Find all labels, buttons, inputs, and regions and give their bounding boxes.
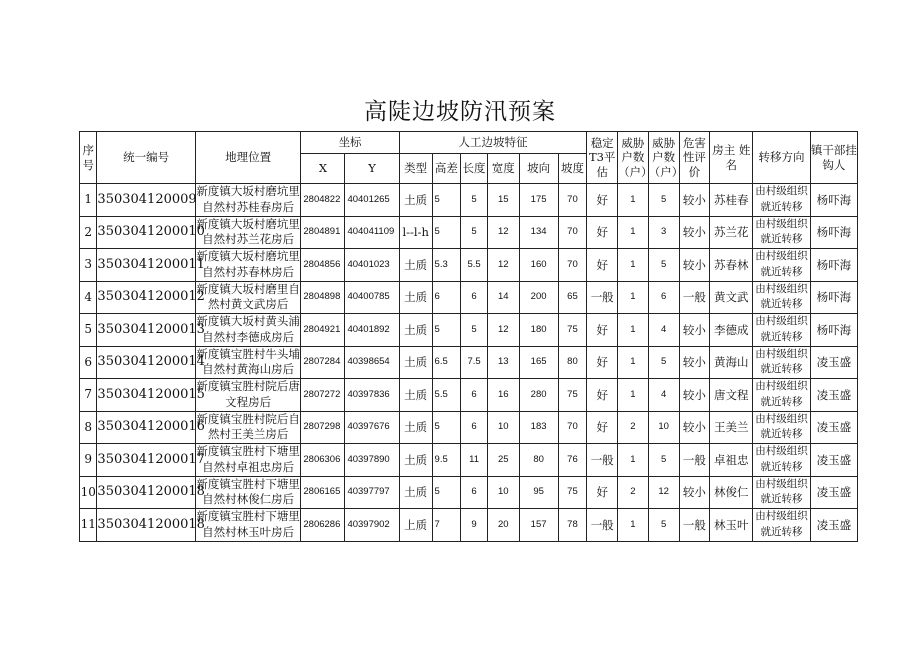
cell-hazard: 一般 xyxy=(679,444,710,477)
header-code: 统一编号 xyxy=(97,132,195,184)
cell-width: 13 xyxy=(487,346,519,379)
cell-owner: 李德成 xyxy=(710,314,753,347)
cell-code: 3503041200013 xyxy=(97,314,195,347)
cell-height: 5 xyxy=(432,184,461,217)
cell-location: 新度镇宝胜村下塘里自然村林玉叶房后 xyxy=(195,509,301,542)
header-owner: 房主 姓名 xyxy=(710,132,753,184)
cell-type: 土质 xyxy=(399,346,432,379)
cell-coord-x: 2806165 xyxy=(301,476,345,509)
cell-width: 12 xyxy=(487,216,519,249)
table-row xyxy=(80,509,858,542)
cell-seq: 6 xyxy=(80,346,97,379)
cell-cadre: 凌玉盛 xyxy=(810,379,857,412)
cell-coord-y: 40397902 xyxy=(345,509,399,542)
cell-households: 1 xyxy=(618,249,649,282)
cell-owner: 卓祖忠 xyxy=(710,444,753,477)
cell-stability: 好 xyxy=(587,184,618,217)
cell-aspect: 95 xyxy=(519,476,558,509)
header-width: 宽度 xyxy=(487,154,519,184)
cell-cadre: 凌玉盛 xyxy=(810,411,857,444)
cell-coord-x: 2804891 xyxy=(301,216,345,249)
cell-aspect: 200 xyxy=(519,281,558,314)
cell-location: 新度镇大坂村磨坑里自然村苏春林房后 xyxy=(195,249,301,282)
header-threat-households: 威胁户数（户） xyxy=(618,132,649,184)
cell-location: 新度镇宝胜村牛头埔自然村黄海山房后 xyxy=(195,346,301,379)
cell-stability: 好 xyxy=(587,314,618,347)
cell-seq: 2 xyxy=(80,216,97,249)
cell-households: 2 xyxy=(618,411,649,444)
cell-stability: 好 xyxy=(587,249,618,282)
cell-type: 土质 xyxy=(399,314,432,347)
cell-stability: 好 xyxy=(587,216,618,249)
table-row xyxy=(80,411,858,444)
cell-aspect: 160 xyxy=(519,249,558,282)
cell-length: 6 xyxy=(461,379,488,412)
cell-people: 5 xyxy=(648,184,679,217)
cell-width: 10 xyxy=(487,476,519,509)
cell-cadre: 凌玉盛 xyxy=(810,509,857,542)
cell-cadre: 凌玉盛 xyxy=(810,444,857,477)
cell-coord-y: 40400785 xyxy=(345,281,399,314)
cell-people: 4 xyxy=(648,314,679,347)
cell-coord-x: 2804856 xyxy=(301,249,345,282)
cell-length: 11 xyxy=(461,444,488,477)
cell-location: 新度镇宝胜村院后自然村王美兰房后 xyxy=(195,411,301,444)
cell-type: 土质 xyxy=(399,249,432,282)
cell-transfer: 由村级组织就近转移 xyxy=(753,509,810,542)
cell-hazard: 较小 xyxy=(679,314,710,347)
cell-transfer: 由村级组织就近转移 xyxy=(753,216,810,249)
cell-length: 5 xyxy=(461,184,488,217)
cell-type: 土质 xyxy=(399,476,432,509)
cell-coord-x: 2804822 xyxy=(301,184,345,217)
cell-height: 5 xyxy=(432,314,461,347)
cell-aspect: 165 xyxy=(519,346,558,379)
cell-width: 25 xyxy=(487,444,519,477)
cell-owner: 林玉叶 xyxy=(710,509,753,542)
table-row xyxy=(80,379,858,412)
cell-cadre: 杨吓海 xyxy=(810,249,857,282)
header-gradient: 坡度 xyxy=(558,154,587,184)
cell-hazard: 较小 xyxy=(679,476,710,509)
cell-length: 6 xyxy=(461,411,488,444)
cell-people: 5 xyxy=(648,346,679,379)
header-threat-people: 威胁户数（户） xyxy=(648,132,679,184)
cell-type: 土质 xyxy=(399,281,432,314)
header-transfer: 转移方向 xyxy=(753,132,810,184)
cell-households: 1 xyxy=(618,444,649,477)
cell-aspect: 183 xyxy=(519,411,558,444)
table-row xyxy=(80,281,858,314)
cell-code: 3503041200015 xyxy=(97,379,195,412)
cell-location: 新度镇大坂村磨里自然村黄文武房后 xyxy=(195,281,301,314)
cell-cadre: 杨吓海 xyxy=(810,216,857,249)
cell-transfer: 由村级组织就近转移 xyxy=(753,281,810,314)
cell-height: 5 xyxy=(432,476,461,509)
cell-type: 土质 xyxy=(399,411,432,444)
table-body xyxy=(80,184,858,542)
cell-transfer: 由村级组织就近转移 xyxy=(753,249,810,282)
cell-width: 15 xyxy=(487,184,519,217)
cell-code: 3503041200010 xyxy=(97,216,195,249)
header-length: 长度 xyxy=(461,154,488,184)
cell-location: 新度镇宝胜村下塘里自然村卓祖忠房后 xyxy=(195,444,301,477)
cell-transfer: 由村级组织就近转移 xyxy=(753,314,810,347)
cell-coord-x: 2804898 xyxy=(301,281,345,314)
cell-gradient: 70 xyxy=(558,184,587,217)
cell-people: 4 xyxy=(648,379,679,412)
cell-length: 9 xyxy=(461,509,488,542)
cell-width: 12 xyxy=(487,314,519,347)
cell-owner: 黄文武 xyxy=(710,281,753,314)
cell-code: 3503041200011 xyxy=(97,249,195,282)
page-title: 高陡边坡防汛预案 xyxy=(364,99,556,125)
cell-coord-y: 40401265 xyxy=(345,184,399,217)
cell-coord-x: 2807272 xyxy=(301,379,345,412)
cell-households: 1 xyxy=(618,509,649,542)
header-seq: 序号 xyxy=(80,132,97,184)
header-coord: 坐标 xyxy=(301,132,399,154)
cell-stability: 一般 xyxy=(587,281,618,314)
cell-owner: 唐文程 xyxy=(710,379,753,412)
header-stability: 稳定T3平估 xyxy=(587,132,618,184)
cell-location: 新度镇大坂村磨坑里自然村苏兰花房后 xyxy=(195,216,301,249)
cell-gradient: 78 xyxy=(558,509,587,542)
cell-height: 5 xyxy=(432,411,461,444)
cell-code: 3503041200014 xyxy=(97,346,195,379)
cell-location: 新度镇宝胜村下塘里自然村林俊仁房后 xyxy=(195,476,301,509)
header-height: 高差 xyxy=(432,154,461,184)
cell-hazard: 较小 xyxy=(679,379,710,412)
cell-location: 新度镇大坂村磨坑里自然村苏桂春房后 xyxy=(195,184,301,217)
header-location: 地理位置 xyxy=(195,132,301,184)
cell-stability: 好 xyxy=(587,411,618,444)
cell-owner: 苏兰花 xyxy=(710,216,753,249)
cell-location: 新度镇大坂村黄头浦自然村李德成房后 xyxy=(195,314,301,347)
cell-hazard: 较小 xyxy=(679,216,710,249)
cell-location: 新度镇宝胜村院后唐文程房后 xyxy=(195,379,301,412)
header-aspect: 坡向 xyxy=(519,154,558,184)
cell-transfer: 由村级组织就近转移 xyxy=(753,379,810,412)
cell-people: 5 xyxy=(648,444,679,477)
table-row xyxy=(80,216,858,249)
cell-seq: 4 xyxy=(80,281,97,314)
cell-coord-x: 2807298 xyxy=(301,411,345,444)
cell-width: 12 xyxy=(487,249,519,282)
cell-people: 10 xyxy=(648,411,679,444)
cell-type: 土质 xyxy=(399,184,432,217)
cell-coord-y: 40397836 xyxy=(345,379,399,412)
cell-coord-x: 2804921 xyxy=(301,314,345,347)
cell-aspect: 175 xyxy=(519,184,558,217)
cell-length: 5 xyxy=(461,314,488,347)
cell-aspect: 80 xyxy=(519,444,558,477)
cell-households: 1 xyxy=(618,216,649,249)
cell-type: 土质 xyxy=(399,379,432,412)
table-row xyxy=(80,346,858,379)
cell-type: 上质 xyxy=(399,509,432,542)
header-cadre: 镇干部挂钩人 xyxy=(810,132,857,184)
cell-hazard: 较小 xyxy=(679,249,710,282)
cell-coord-x: 2806306 xyxy=(301,444,345,477)
cell-length: 6 xyxy=(461,476,488,509)
cell-seq: 11 xyxy=(80,509,97,542)
cell-cadre: 杨吓海 xyxy=(810,184,857,217)
cell-code: 3503041200016 xyxy=(97,411,195,444)
cell-height: 6 xyxy=(432,281,461,314)
cell-households: 1 xyxy=(618,184,649,217)
cell-type: 土质 xyxy=(399,444,432,477)
cell-stability: 一般 xyxy=(587,509,618,542)
cell-aspect: 280 xyxy=(519,379,558,412)
cell-code: 350304120009 xyxy=(97,184,195,217)
cell-length: 6 xyxy=(461,281,488,314)
table-row xyxy=(80,249,858,282)
cell-coord-y: 40401023 xyxy=(345,249,399,282)
cell-seq: 8 xyxy=(80,411,97,444)
cell-gradient: 75 xyxy=(558,314,587,347)
cell-coord-y: 40397797 xyxy=(345,476,399,509)
cell-transfer: 由村级组织就近转移 xyxy=(753,444,810,477)
cell-households: 2 xyxy=(618,476,649,509)
cell-cadre: 杨吓海 xyxy=(810,281,857,314)
cell-coord-x: 2807284 xyxy=(301,346,345,379)
slope-table xyxy=(79,131,858,542)
cell-people: 5 xyxy=(648,249,679,282)
cell-people: 12 xyxy=(648,476,679,509)
cell-width: 14 xyxy=(487,281,519,314)
cell-households: 1 xyxy=(618,281,649,314)
cell-cadre: 杨吓海 xyxy=(810,314,857,347)
cell-length: 5.5 xyxy=(461,249,488,282)
table-row xyxy=(80,314,858,347)
cell-length: 5 xyxy=(461,216,488,249)
cell-aspect: 134 xyxy=(519,216,558,249)
cell-height: 7 xyxy=(432,509,461,542)
cell-stability: 好 xyxy=(587,379,618,412)
cell-code: 3503041200018 xyxy=(97,476,195,509)
cell-code: 3503041200018 xyxy=(97,509,195,542)
header-coord-x: X xyxy=(301,154,345,184)
cell-cadre: 凌玉盛 xyxy=(810,476,857,509)
cell-households: 1 xyxy=(618,314,649,347)
cell-seq: 7 xyxy=(80,379,97,412)
cell-seq: 1 xyxy=(80,184,97,217)
cell-seq: 9 xyxy=(80,444,97,477)
header-hazard: 危害性评价 xyxy=(679,132,710,184)
cell-seq: 5 xyxy=(80,314,97,347)
cell-coord-y: 40401892 xyxy=(345,314,399,347)
cell-width: 10 xyxy=(487,411,519,444)
cell-width: 20 xyxy=(487,509,519,542)
cell-hazard: 较小 xyxy=(679,346,710,379)
cell-coord-y: 40397676 xyxy=(345,411,399,444)
cell-coord-y: 40398654 xyxy=(345,346,399,379)
cell-width: 16 xyxy=(487,379,519,412)
cell-households: 1 xyxy=(618,346,649,379)
cell-seq: 10 xyxy=(80,476,97,509)
header-type: 类型 xyxy=(399,154,432,184)
cell-height: 5 xyxy=(432,216,461,249)
cell-gradient: 70 xyxy=(558,249,587,282)
cell-owner: 王美兰 xyxy=(710,411,753,444)
table-row xyxy=(80,444,858,477)
cell-gradient: 65 xyxy=(558,281,587,314)
cell-seq: 3 xyxy=(80,249,97,282)
cell-coord-y: 404041109 xyxy=(345,216,399,249)
cell-gradient: 70 xyxy=(558,411,587,444)
cell-stability: 好 xyxy=(587,476,618,509)
cell-type: l--l-h xyxy=(399,216,432,249)
cell-gradient: 80 xyxy=(558,346,587,379)
cell-hazard: 较小 xyxy=(679,184,710,217)
cell-owner: 黄海山 xyxy=(710,346,753,379)
cell-length: 7.5 xyxy=(461,346,488,379)
cell-owner: 苏春林 xyxy=(710,249,753,282)
cell-height: 9.5 xyxy=(432,444,461,477)
cell-height: 5.3 xyxy=(432,249,461,282)
header-coord-y: Y xyxy=(345,154,399,184)
cell-people: 5 xyxy=(648,509,679,542)
cell-gradient: 70 xyxy=(558,216,587,249)
table-row xyxy=(80,184,858,217)
cell-gradient: 76 xyxy=(558,444,587,477)
cell-coord-y: 40397890 xyxy=(345,444,399,477)
cell-people: 6 xyxy=(648,281,679,314)
cell-stability: 好 xyxy=(587,346,618,379)
cell-hazard: 较小 xyxy=(679,411,710,444)
cell-transfer: 由村级组织就近转移 xyxy=(753,476,810,509)
cell-transfer: 由村级组织就近转移 xyxy=(753,346,810,379)
cell-gradient: 75 xyxy=(558,476,587,509)
cell-aspect: 157 xyxy=(519,509,558,542)
cell-transfer: 由村级组织就近转移 xyxy=(753,411,810,444)
cell-households: 1 xyxy=(618,379,649,412)
cell-height: 5.5 xyxy=(432,379,461,412)
cell-gradient: 75 xyxy=(558,379,587,412)
cell-coord-x: 2806286 xyxy=(301,509,345,542)
cell-aspect: 180 xyxy=(519,314,558,347)
cell-owner: 林俊仁 xyxy=(710,476,753,509)
cell-hazard: 一般 xyxy=(679,281,710,314)
cell-hazard: 一般 xyxy=(679,509,710,542)
cell-code: 3503041200012 xyxy=(97,281,195,314)
cell-code: 3503041200017 xyxy=(97,444,195,477)
table-row xyxy=(80,476,858,509)
header-slope-features: 人工边坡特征 xyxy=(399,132,587,154)
cell-height: 6.5 xyxy=(432,346,461,379)
cell-stability: 一般 xyxy=(587,444,618,477)
cell-owner: 苏桂春 xyxy=(710,184,753,217)
cell-people: 3 xyxy=(648,216,679,249)
cell-cadre: 凌玉盛 xyxy=(810,346,857,379)
cell-transfer: 由村级组织就近转移 xyxy=(753,184,810,217)
